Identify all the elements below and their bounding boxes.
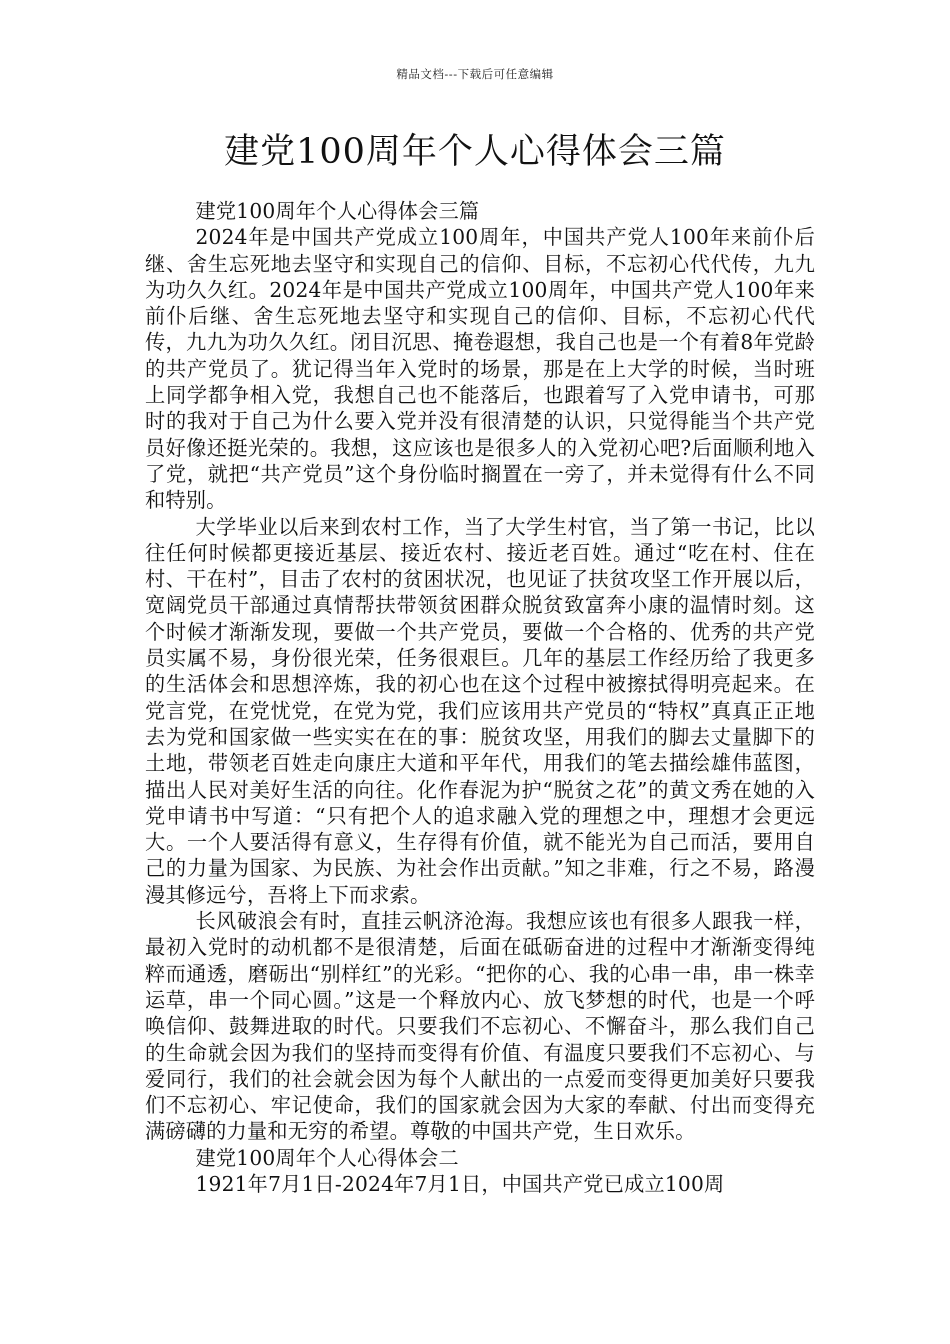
body-paragraph: 1921年7月1日-2024年7月1日，中国共产党已成立100周 <box>195 1171 725 1196</box>
header-note: 精品文档---下载后可任意编辑 <box>396 67 554 81</box>
body-paragraph: 大学毕业以后来到农村工作，当了大学生村官，当了第一书记，比以往任何时候都更接近基层、接近农村、接近老百姓。通过“吃在村、住在村、干在村”，目击了农村的贫困状况，也见证了扶贫攻坚工作开展以后，宽阔党员干部通过真情帮扶带领贫困群众脱贫致富奔小康的温情时刻。这个时候才渐渐发现，要做一个共产党员，要做一个合格的、优秀的共产党员实属不易，身份很光荣，任务很艰巨。几年的基层工作经历给了我更多的生活体会和思想淬炼，我的初心也在这个过程中被擦拭得明亮起来。在党言党，在党忧党，在党为党，我们应该用共产党员的“特权”真真正正地去为党和国家做一些实实在在的事：脱贫攻坚，用我们的脚去丈量脚下的土地，带领老百姓走向康庄大道和平年代，用我们的笔去描绘雄伟蓝图，描出人民对美好生活的向往。化作春泥为护“脱贫之花”的黄文秀在她的入党申请书中写道：“只有把个人的追求融入党的理想之中，理想才会更远大。一个人要活得有意义，生存得有价值，就不能光为自己而活，要用自己的力量为国家、为民族、为社会作出贡献。”知之非难，行之不易，路漫漫其修远兮，吾将上下而求索。 <box>145 514 815 907</box>
document-title: 建党100周年个人心得体会三篇 <box>224 132 726 172</box>
document-body <box>145 198 815 1197</box>
body-paragraph: 2024年是中国共产党成立100周年，中国共产党人100年来前仆后继、舍生忘死地去坚守和实现自己的信仰、目标，不忘初心代代传，九九为功久久红。2024年是中国共产党成立100周年，中国共产党人100年来前仆后继、舍生忘死地去坚守和实现自己的信仰、目标，不忘初心代代传，九九为功久久红。闭目沉思、掩卷遐想，我自己也是一个有着8年党龄的共产党员了。犹记得当年入党时的场景，那是在上大学的时候，当时班上同学都争相入党，我想自己也不能落后，也跟着写了入党申请书，可那时的我对于自己为什么要入党并没有很清楚的认识，只觉得能当个共产党员好像还挺光荣的。我想，这应该也是很多人的入党初心吧?后面顺利地入了党，就把“共产党员”这个身份临时搁置在一旁了，并未觉得有什么不同和特别。 <box>145 225 815 513</box>
section-heading: 建党100周年个人心得体会二 <box>195 1145 459 1170</box>
subtitle-paragraph: 建党100周年个人心得体会三篇 <box>195 199 480 223</box>
body-paragraph: 长风破浪会有时，直挂云帆济沧海。我想应该也有很多人跟我一样，最初入党时的动机都不是很清楚，后面在砥砺奋进的过程中才渐渐变得纯粹而通透，磨砺出“别样红”的光彩。“把你的心、我的心串一串，串一株幸运草，串一个同心圆。”这是一个释放内心、放飞梦想的时代，也是一个呼唤信仰、鼓舞进取的时代。只要我们不忘初心、不懈奋斗，那么我们自己的生命就会因为我们的坚持而变得有价值、有温度只要我们不忘初心、与爱同行，我们的社会就会因为每个人献出的一点爱而变得更加美好只要我们不忘初心、牢记使命，我们的国家就会因为大家的奉献、付出而变得充满磅礴的力量和无穷的希望。尊敬的中国共产党，生日欢乐。 <box>145 909 815 1144</box>
